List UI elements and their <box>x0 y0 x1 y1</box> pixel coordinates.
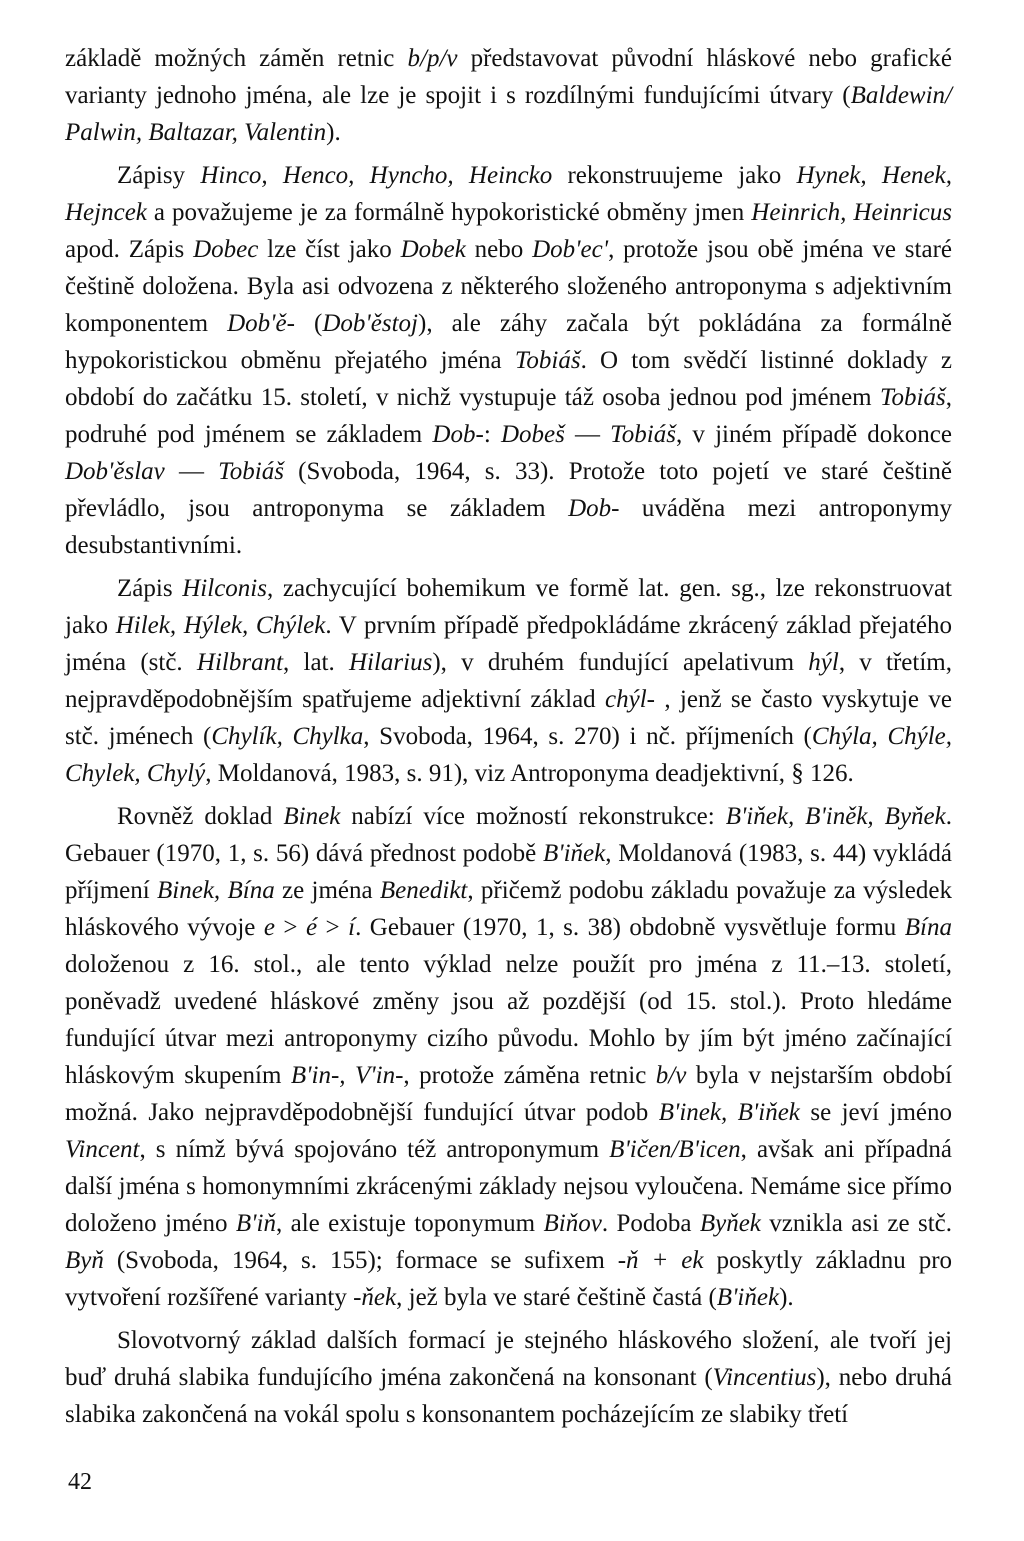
page-number: 42 <box>68 1469 92 1495</box>
paragraph-1: základě možných záměn retnic b/p/v představovat původní hláskové nebo grafické varianty jednoho jména, ale lze je spojit i s rozdílnými fundujícími útvary (Baldewin/ Palwin, Baltazar, Valentin). <box>65 45 952 146</box>
paragraph-2: Zápisy Hinco, Henco, Hyncho, Heincko rekonstruujeme jako Hynek, Henek, Hejncek a považujeme je za formálně hypokoristické obměny jmen Heinrich, Heinricus apod. Zápis Dobec lze číst jako Dobek nebo Dob'ec', protože jsou obě jména ve staré češtině doložena. Byla asi odvozena z některého složeného antroponyma s adjektivním komponentem Dob'ě- (Dob'ěstoj), ale záhy začala být pokládána za formálně hypokoristickou obměnu přejatého jména Tobiáš. O tom svědčí listinné doklady z období do začátku 15. století, v nichž vystupuje táž osoba jednou pod jménem Tobiáš, podruhé pod jménem se základem Dob-: Dobeš — Tobiáš, v jiném případě dokonce Dob'ěslav — Tobiáš (Svoboda, 1964, s. 33). Protože toto pojetí ve staré češtině převládlo, jsou antroponyma se základem Dob- uváděna mezi antroponymy desubstantivními. <box>65 162 953 559</box>
paragraph-4: Rovněž doklad Binek nabízí více možností rekonstrukce: B'iňek, B'iněk, Byňek. Gebauer (1970, 1, s. 56) dává přednost podobě B'iňek, Moldanová (1983, s. 44) vykládá příjmení Binek, Bína ze jména Benedikt, přičemž podobu základu považuje za výsledek hláskového vývoje e > é > í. Gebauer (1970, 1, s. 38) obdobně vysvětluje formu Bína doloženou z 16. stol., ale tento výklad nelze použít pro jména z 11.–13. století, poněvadž uvedené hláskové změny jsou až pozdější (od 15. stol.). Proto hledáme fundující útvar mezi antroponymy cizího původu. Mohlo by jím být jméno začínající hláskovým skupením B'in-, V'in-, protože záměna retnic b/v byla v nejstarším období možná. Jako nejpravděpodobnější fundující útvar podob B'inek, B'iňek se jeví jméno Vincent, s nímž bývá spojováno též antroponymum B'ičen/B'icen, avšak ani případná další jména s homonymními zkrácenými základy nejsou vyloučena. Nemáme sice přímo doloženo jméno B'iň, ale existuje toponymum Biňov. Podoba Byňek vznikla asi ze stč. Byň (Svoboda, 1964, s. 155); formace se sufixem -ň + ek poskytly základnu pro vytvoření rozšířené varianty -ňek, jež byla ve staré češtině častá (B'iňek). <box>65 803 953 1311</box>
paragraph-5: Slovotvorný základ dalších formací je stejného hláskového složení, ale tvoří jej buď druhá slabika fundujícího jména zakončená na konsonant (Vincentius), nebo druhá slabika zakončená na vokál spolu s konsonantem pocházejícím ze slabiky třetí <box>65 1327 952 1428</box>
document-page <box>65 40 952 1439</box>
paragraph-3: Zápis Hilconis, zachycující bohemikum ve formě lat. gen. sg., lze rekonstruovat jako Hilek, Hýlek, Chýlek. V prvním případě předpokládáme zkrácený základ přejatého jména (stč. Hilbrant, lat. Hilarius), v druhém fundující apelativum hýl, v třetím, nejpravděpodobnějším spatřujeme adjektivní základ chýl- , jenž se často vyskytuje ve stč. jménech (Chylík, Chylka, Svoboda, 1964, s. 270) i nč. příjmeních (Chýla, Chýle, Chylek, Chylý, Moldanová, 1983, s. 91), viz Antroponyma deadjektivní, § 126. <box>65 575 953 787</box>
